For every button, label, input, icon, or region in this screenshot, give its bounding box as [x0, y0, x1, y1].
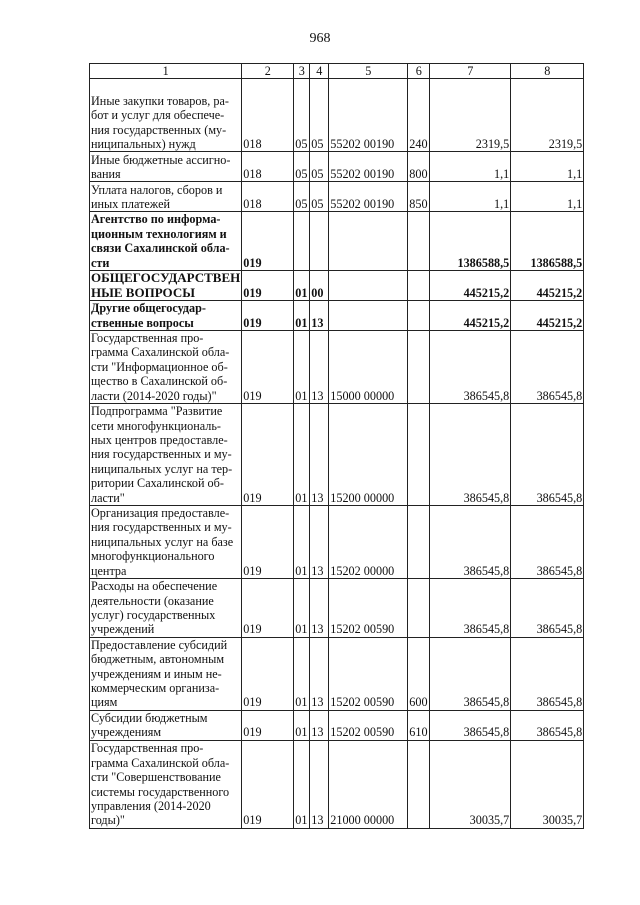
row-name: Предоставление субсидий бюджетным, автономным учреждениям и иным не- коммерческим организа- циям [90, 637, 242, 710]
column-header: 1 [90, 64, 242, 79]
row-code: 018 [242, 79, 294, 152]
table-row [90, 301, 584, 331]
row-sum-2: 386545,8 [511, 331, 584, 404]
row-target-article: 15000 00000 [329, 331, 408, 404]
table-row [90, 152, 584, 182]
row-target-article: 15202 00590 [329, 579, 408, 638]
row-target-article: 15202 00590 [329, 637, 408, 710]
row-sum-2: 386545,8 [511, 637, 584, 710]
row-code: 019 [242, 710, 294, 740]
row-sum-2: 1,1 [511, 182, 584, 212]
table-row [90, 579, 584, 638]
row-subsection: 05 [310, 182, 329, 212]
row-subsection: 13 [310, 637, 329, 710]
row-section: 01 [294, 710, 310, 740]
row-expense-type [408, 579, 430, 638]
row-name: Агентство по информа- ционным технологиям и связи Сахалинской обла- сти [90, 212, 242, 271]
row-name: Организация предоставле- ния государственных и му- ниципальных услуг на базе многофункционального центра [90, 506, 242, 579]
table-row [90, 79, 584, 152]
table-body [90, 79, 584, 828]
row-section: 01 [294, 271, 310, 301]
table-row [90, 404, 584, 506]
page-number: 968 [309, 31, 331, 46]
row-target-article: 55202 00190 [329, 152, 408, 182]
row-section: 05 [294, 182, 310, 212]
row-name: Субсидии бюджетным учреждениям [90, 710, 242, 740]
table-row [90, 271, 584, 301]
row-sum-1: 2319,5 [430, 79, 511, 152]
row-code: 019 [242, 579, 294, 638]
row-code: 018 [242, 152, 294, 182]
row-target-article [329, 212, 408, 271]
row-target-article: 55202 00190 [329, 182, 408, 212]
column-header: 6 [408, 64, 430, 79]
row-sum-2: 386545,8 [511, 506, 584, 579]
row-subsection: 13 [310, 331, 329, 404]
row-code: 019 [242, 637, 294, 710]
row-name: Уплата налогов, сборов и иных платежей [90, 182, 242, 212]
row-expense-type [408, 404, 430, 506]
row-sum-2: 386545,8 [511, 404, 584, 506]
row-expense-type [408, 271, 430, 301]
row-sum-2: 445215,2 [511, 301, 584, 331]
row-code: 019 [242, 740, 294, 828]
row-target-article: 55202 00190 [329, 79, 408, 152]
column-header: 7 [430, 64, 511, 79]
column-number-row [90, 64, 584, 79]
row-subsection: 05 [310, 152, 329, 182]
row-sum-1: 386545,8 [430, 637, 511, 710]
row-code: 019 [242, 506, 294, 579]
column-header: 5 [329, 64, 408, 79]
row-sum-1: 386545,8 [430, 579, 511, 638]
row-sum-1: 445215,2 [430, 271, 511, 301]
table-row [90, 331, 584, 404]
table-row [90, 710, 584, 740]
row-sum-2: 386545,8 [511, 710, 584, 740]
column-header: 8 [511, 64, 584, 79]
table-row [90, 182, 584, 212]
row-target-article: 15200 00000 [329, 404, 408, 506]
row-sum-1: 386545,8 [430, 506, 511, 579]
row-sum-1: 30035,7 [430, 740, 511, 828]
row-sum-2: 30035,7 [511, 740, 584, 828]
row-subsection [310, 212, 329, 271]
row-sum-2: 1386588,5 [511, 212, 584, 271]
table-row [90, 212, 584, 271]
row-section: 01 [294, 740, 310, 828]
row-expense-type [408, 212, 430, 271]
row-code: 019 [242, 331, 294, 404]
row-sum-2: 2319,5 [511, 79, 584, 152]
row-sum-2: 445215,2 [511, 271, 584, 301]
row-code: 019 [242, 212, 294, 271]
column-header: 2 [242, 64, 294, 79]
row-code: 019 [242, 404, 294, 506]
row-sum-1: 1,1 [430, 152, 511, 182]
row-code: 019 [242, 271, 294, 301]
row-section: 01 [294, 331, 310, 404]
row-sum-1: 1386588,5 [430, 212, 511, 271]
row-expense-type: 610 [408, 710, 430, 740]
row-expense-type [408, 331, 430, 404]
row-sum-1: 445215,2 [430, 301, 511, 331]
row-name: ОБЩЕГОСУДАРСТВЕН НЫЕ ВОПРОСЫ [91, 270, 241, 300]
row-section: 01 [294, 579, 310, 638]
row-target-article: 15202 00590 [329, 710, 408, 740]
row-expense-type [408, 740, 430, 828]
row-subsection: 13 [310, 579, 329, 638]
table-row [90, 637, 584, 710]
column-header: 4 [310, 64, 329, 79]
row-subsection: 00 [310, 271, 329, 301]
row-name: Государственная про- грамма Сахалинской обла- сти "Информационное об- щество в Сахалинской об- ласти (2014-2020 годы)" [90, 331, 242, 404]
row-section: 05 [294, 79, 310, 152]
row-section: 05 [294, 152, 310, 182]
row-sum-1: 386545,8 [430, 710, 511, 740]
row-name: Государственная про- грамма Сахалинской обла- сти "Совершенствование системы государственного управления (2014-2020 годы)" [90, 740, 242, 828]
table-row [90, 506, 584, 579]
row-name: Иные закупки товаров, ра- бот и услуг для обеспече- ния государственных (му- ниципальных) нужд [90, 79, 242, 152]
row-section: 01 [294, 637, 310, 710]
column-header: 3 [294, 64, 310, 79]
row-target-article: 15202 00000 [329, 506, 408, 579]
row-expense-type [408, 301, 430, 331]
row-code: 019 [242, 301, 294, 331]
row-expense-type: 240 [408, 79, 430, 152]
row-sum-2: 1,1 [511, 152, 584, 182]
row-subsection: 05 [310, 79, 329, 152]
row-target-article [329, 271, 408, 301]
row-code: 018 [242, 182, 294, 212]
row-subsection: 13 [310, 710, 329, 740]
row-subsection: 13 [310, 301, 329, 331]
row-subsection: 13 [310, 404, 329, 506]
row-name: Подпрограмма "Развитие сети многофункциональ- ных центров предоставле- ния государственных и му- ниципальных услуг на тер- ритории Сахалинской об- ласти" [90, 404, 242, 506]
row-sum-1: 386545,8 [430, 404, 511, 506]
row-subsection: 13 [310, 740, 329, 828]
row-expense-type: 800 [408, 152, 430, 182]
row-subsection: 13 [310, 506, 329, 579]
table-row [90, 740, 584, 828]
row-expense-type [408, 506, 430, 579]
row-section: 01 [294, 301, 310, 331]
row-section: 01 [294, 506, 310, 579]
row-name: Другие общегосудар- ственные вопросы [90, 301, 242, 331]
row-expense-type: 850 [408, 182, 430, 212]
budget-table [89, 63, 584, 829]
row-section: 01 [294, 404, 310, 506]
row-target-article [329, 301, 408, 331]
row-sum-1: 386545,8 [430, 331, 511, 404]
row-name: Иные бюджетные ассигно- вания [90, 152, 242, 182]
row-name: Расходы на обеспечение деятельности (оказание услуг) государственных учреждений [90, 579, 242, 638]
row-sum-1: 1,1 [430, 182, 511, 212]
row-sum-2: 386545,8 [511, 579, 584, 638]
row-target-article: 21000 00000 [329, 740, 408, 828]
row-section [294, 212, 310, 271]
row-expense-type: 600 [408, 637, 430, 710]
